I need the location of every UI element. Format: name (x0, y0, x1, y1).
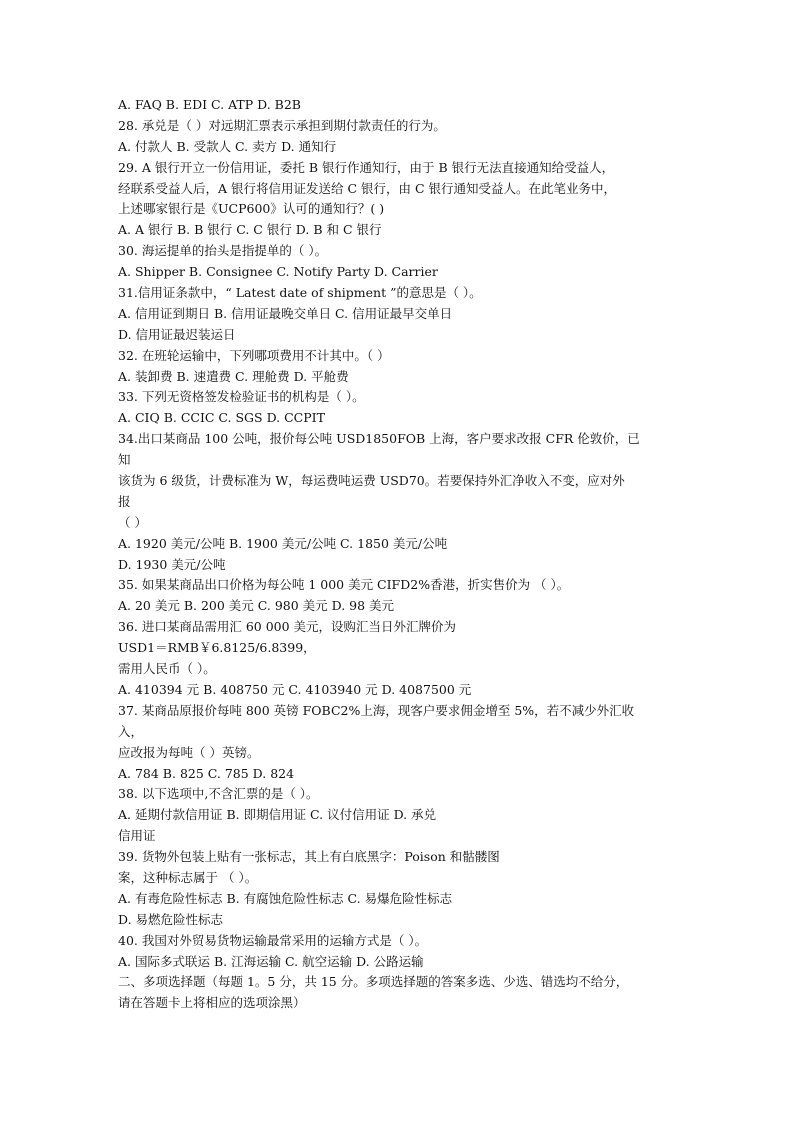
options-37: A. 784 B. 825 C. 785 D. 824 (118, 765, 295, 781)
question-33: 33. 下列无资格签发检验证书的机构是（ ）。 (118, 389, 365, 405)
question-34: 34.出口某商品 100 公吨，报价每公吨 USD1850FOB 上海，客户要求改报 CFR 伦敦价，已 (118, 431, 640, 447)
options-36: A. 410394 元 B. 408750 元 C. 4103940 元 D. 4087500 元 (118, 681, 472, 697)
text-line: 入， (118, 723, 144, 739)
text-line: A. FAQ B. EDI C. ATP D. B2B (118, 97, 301, 112)
text-line: D. 信用证最迟装运日 (118, 326, 236, 342)
question-39: 39. 货物外包装上贴有一张标志，其上有白底黑字：Poison 和骷髅图 (118, 849, 500, 865)
question-38: 38. 以下选项中,不含汇票的是（ ）。 (118, 786, 319, 802)
text-line: 报 (118, 493, 131, 509)
options-32: A. 装卸费 B. 速遣费 C. 理舱费 D. 平舱费 (118, 368, 349, 384)
text-line: 需用人民币（ ）。 (118, 661, 216, 677)
section-heading: 二、多项选择题（每题 1。5 分，共 15 分。多项选择题的答案多选、少选、错选均不给分， (118, 974, 629, 990)
text-line: 该货为 6 级货，计费标准为 W，每运费吨运费 USD70。若要保持外汇净收入不变，应对外 (118, 473, 625, 489)
text-line: 请在答题卡上将相应的选项涂黑） (118, 995, 306, 1011)
options-38: A. 延期付款信用证 B. 即期信用证 C. 议付信用证 D. 承兑 (118, 807, 437, 823)
options-39: A. 有毒危险性标志 B. 有腐蚀危险性标志 C. 易爆危险性标志 (118, 890, 453, 906)
text-line: 案，这种标志属于 （ ）。 (118, 869, 258, 885)
text-line: D. 易燃危险性标志 (118, 911, 224, 927)
text-line: USD1＝RMB￥6.8125/6.8399， (118, 640, 316, 656)
question-37: 37. 某商品原报价每吨 800 英镑 FOBC2%上海，现客户要求佣金增至 5%，若不减少外汇收 (118, 702, 635, 718)
options-35: A. 20 美元 B. 200 美元 C. 980 美元 D. 98 美元 (118, 598, 395, 614)
options-34: A. 1920 美元/公吨 B. 1900 美元/公吨 C. 1850 美元/公吨 (118, 535, 448, 551)
options-40: A. 国际多式联运 B. 江海运输 C. 航空运输 D. 公路运输 (118, 953, 424, 969)
options-29: A. A 银行 B. B 银行 C. C 银行 D. B 和 C 银行 (118, 222, 382, 238)
text-line: 信用证 (118, 828, 156, 844)
options-33: A. CIQ B. CCIC C. SGS D. CCPIT (118, 410, 325, 426)
text-line: 知 (118, 452, 131, 468)
text-line: 经联系受益人后，A 银行将信用证发送给 C 银行，由 C 银行通知受益人。在此笔业务中， (118, 180, 617, 196)
question-40: 40. 我国对外贸易货物运输最常采用的运输方式是（ ）。 (118, 932, 428, 948)
text-line: 上述哪家银行是《UCP600》认可的通知行？( ) (118, 201, 385, 217)
question-28: 28. 承兑是（ ）对远期汇票表示承担到期付款责任的行为。 (118, 117, 446, 133)
question-35: 35. 如果某商品出口价格为每公吨 1 000 美元 CIFD2%香港，折实售价为 （ ）。 (118, 577, 570, 593)
question-36: 36. 进口某商品需用汇 60 000 美元，设购汇当日外汇牌价为 (118, 619, 457, 635)
options-31: A. 信用证到期日 B. 信用证最晚交单日 C. 信用证最早交单日 (118, 305, 453, 321)
text-line: 应改报为每吨（ ）英镑。 (118, 744, 260, 760)
question-32: 32. 在班轮运输中，下列哪项费用不计其中。（ ） (118, 347, 390, 363)
options-30: A. Shipper B. Consignee C. Notify Party D. Carrier (118, 264, 438, 280)
question-31: 31.信用证条款中，“ Latest date of shipment ”的意思是（ ）。 (118, 285, 482, 301)
document-page (118, 95, 688, 1014)
question-29: 29. A 银行开立一份信用证，委托 B 银行作通知行，由于 B 银行无法直接通知给受益人， (118, 159, 615, 175)
options-28: A. 付款人 B. 受款人 C. 卖方 D. 通知行 (118, 138, 337, 154)
text-line: D. 1930 美元/公吨 (118, 556, 226, 572)
question-30: 30. 海运提单的抬头是指提单的（ ）。 (118, 243, 328, 259)
text-line: （ ） (118, 514, 147, 530)
